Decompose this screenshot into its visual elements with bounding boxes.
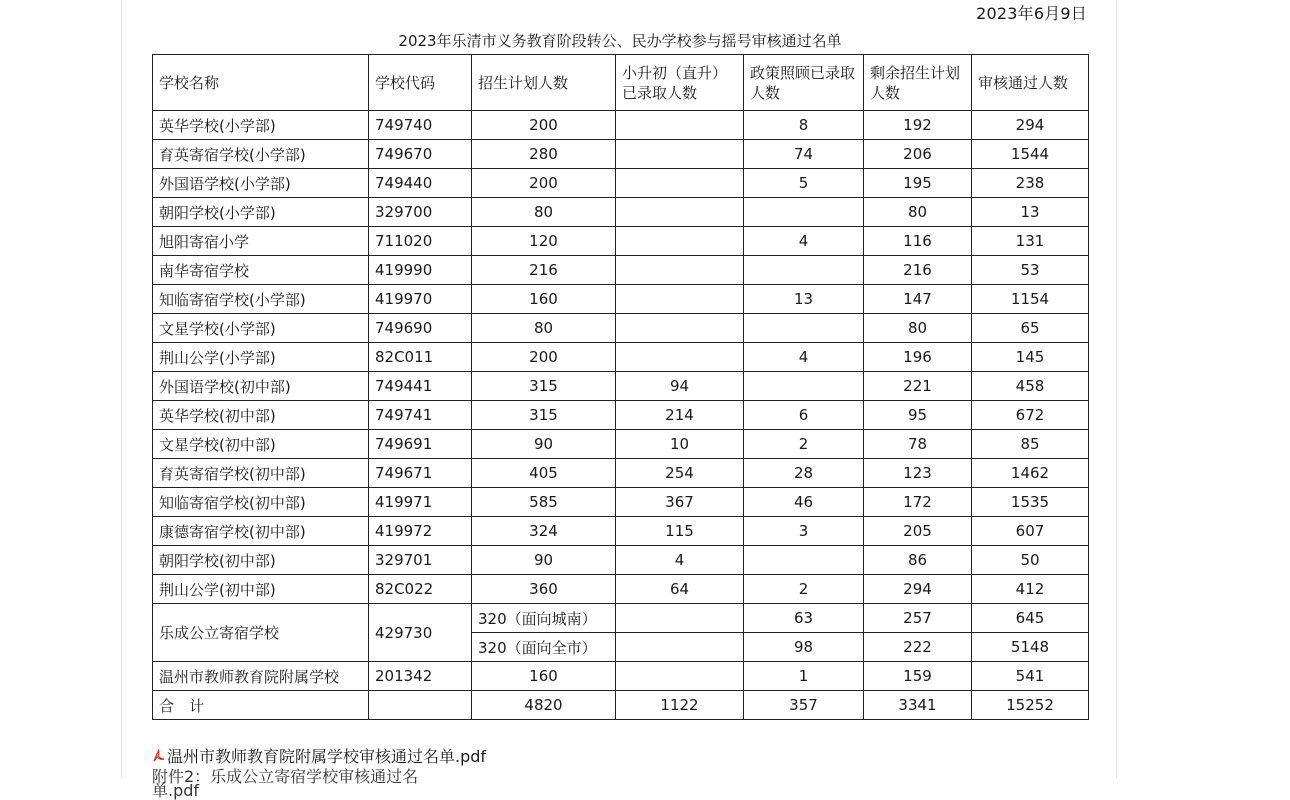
cell-school-code: 749740 xyxy=(369,111,472,140)
cell-school-code: 329700 xyxy=(369,198,472,227)
cell-promoted xyxy=(616,343,744,372)
header-remaining: 剩余招生计划人数 xyxy=(864,55,972,111)
cell-remaining: 80 xyxy=(864,314,972,343)
cell-plan: 200 xyxy=(472,169,616,198)
cell-school-code: 749690 xyxy=(369,314,472,343)
table-row xyxy=(153,372,1089,401)
cell-approved: 672 xyxy=(972,401,1089,430)
cell-school-code: 82C022 xyxy=(369,575,472,604)
cell-plan: 315 xyxy=(472,372,616,401)
cell-plan: 80 xyxy=(472,314,616,343)
table-row xyxy=(153,227,1089,256)
cell-policy xyxy=(744,546,864,575)
cell-approved: 145 xyxy=(972,343,1089,372)
cell-policy: 2 xyxy=(744,575,864,604)
cell-school-name: 朝阳学校(初中部) xyxy=(153,546,369,575)
cell-remaining: 195 xyxy=(864,169,972,198)
table-row xyxy=(153,285,1089,314)
attachment-filename[interactable]: 温州市教师教育院附属学校审核通过名单.pdf xyxy=(167,747,487,766)
cell-approved: 50 xyxy=(972,546,1089,575)
cell-approved: 412 xyxy=(972,575,1089,604)
cell-remaining: 86 xyxy=(864,546,972,575)
cell-plan: 90 xyxy=(472,430,616,459)
cell-school-code: 749670 xyxy=(369,140,472,169)
cell-approved: 645 xyxy=(972,604,1089,633)
cell-promoted: 1122 xyxy=(616,691,744,720)
table-row xyxy=(153,198,1089,227)
cell-policy: 4 xyxy=(744,227,864,256)
cell-policy: 8 xyxy=(744,111,864,140)
cell-school-name: 温州市教师教育院附属学校 xyxy=(153,662,369,691)
cell-school-name: 外国语学校(小学部) xyxy=(153,169,369,198)
cell-school-code: 711020 xyxy=(369,227,472,256)
cell-policy xyxy=(744,372,864,401)
cell-promoted xyxy=(616,227,744,256)
cell-school-name: 旭阳寄宿小学 xyxy=(153,227,369,256)
cell-promoted xyxy=(616,256,744,285)
cell-promoted xyxy=(616,198,744,227)
cell-policy xyxy=(744,198,864,227)
cell-school-code: 749671 xyxy=(369,459,472,488)
cell-plan: 160 xyxy=(472,662,616,691)
cell-school-code xyxy=(369,691,472,720)
cell-school-code: 419970 xyxy=(369,285,472,314)
cell-approved: 13 xyxy=(972,198,1089,227)
cell-policy: 6 xyxy=(744,401,864,430)
cell-approved: 1462 xyxy=(972,459,1089,488)
cell-promoted: 10 xyxy=(616,430,744,459)
cell-policy: 2 xyxy=(744,430,864,459)
cell-school-name: 荆山公学(初中部) xyxy=(153,575,369,604)
cell-plan: 324 xyxy=(472,517,616,546)
cell-approved: 65 xyxy=(972,314,1089,343)
cell-promoted: 64 xyxy=(616,575,744,604)
cell-policy: 13 xyxy=(744,285,864,314)
table-row xyxy=(153,256,1089,285)
header-promoted: 小升初（直升）已录取人数 xyxy=(616,55,744,111)
cell-promoted xyxy=(616,285,744,314)
cell-approved: 131 xyxy=(972,227,1089,256)
cell-school-name: 外国语学校(初中部) xyxy=(153,372,369,401)
cell-approved: 1154 xyxy=(972,285,1089,314)
cell-policy: 5 xyxy=(744,169,864,198)
cell-school-code: 749440 xyxy=(369,169,472,198)
cell-plan: 80 xyxy=(472,198,616,227)
cell-approved: 238 xyxy=(972,169,1089,198)
header-policy: 政策照顾已录取人数 xyxy=(744,55,864,111)
cell-promoted: 115 xyxy=(616,517,744,546)
cell-remaining: 80 xyxy=(864,198,972,227)
cell-plan: 315 xyxy=(472,401,616,430)
header-school-name: 学校名称 xyxy=(153,55,369,111)
cell-remaining: 123 xyxy=(864,459,972,488)
cell-promoted xyxy=(616,111,744,140)
cell-plan: 200 xyxy=(472,111,616,140)
cell-remaining: 3341 xyxy=(864,691,972,720)
cell-promoted xyxy=(616,633,744,662)
cell-approved: 458 xyxy=(972,372,1089,401)
header-approved: 审核通过人数 xyxy=(972,55,1089,111)
cell-remaining: 206 xyxy=(864,140,972,169)
cell-plan: 280 xyxy=(472,140,616,169)
cell-promoted: 214 xyxy=(616,401,744,430)
table-row xyxy=(153,662,1089,691)
cell-policy: 28 xyxy=(744,459,864,488)
pdf-icon xyxy=(152,749,165,763)
table-row xyxy=(153,575,1089,604)
cell-plan: 200 xyxy=(472,343,616,372)
table-row xyxy=(153,343,1089,372)
total-row xyxy=(153,691,1089,720)
cell-remaining: 205 xyxy=(864,517,972,546)
table-row xyxy=(153,488,1089,517)
cell-policy: 4 xyxy=(744,343,864,372)
cell-school-code: 329701 xyxy=(369,546,472,575)
cell-school-code: 749741 xyxy=(369,401,472,430)
cell-remaining: 159 xyxy=(864,662,972,691)
cell-policy: 357 xyxy=(744,691,864,720)
cell-plan: 405 xyxy=(472,459,616,488)
cell-policy xyxy=(744,314,864,343)
cell-plan: 160 xyxy=(472,285,616,314)
cell-remaining: 221 xyxy=(864,372,972,401)
cell-policy: 98 xyxy=(744,633,864,662)
table-row xyxy=(153,459,1089,488)
cell-policy: 1 xyxy=(744,662,864,691)
table-header-row xyxy=(153,55,1089,111)
cell-school-name: 乐成公立寄宿学校 xyxy=(153,604,369,662)
cell-promoted xyxy=(616,140,744,169)
cutoff-attachment-text[interactable]: 附件2：乐成公立寄宿学校审核通过名单.pdf xyxy=(152,767,419,800)
admission-table xyxy=(152,54,1089,720)
cell-remaining: 172 xyxy=(864,488,972,517)
cell-school-name: 英华学校(小学部) xyxy=(153,111,369,140)
cell-school-code: 429730 xyxy=(369,604,472,662)
cell-remaining: 78 xyxy=(864,430,972,459)
cell-school-name: 知临寄宿学校(小学部) xyxy=(153,285,369,314)
cutoff-attachment[interactable] xyxy=(152,767,452,800)
header-school-code: 学校代码 xyxy=(369,55,472,111)
cell-school-name: 育英寄宿学校(小学部) xyxy=(153,140,369,169)
total-label: 合 计 xyxy=(153,691,369,720)
cell-school-name: 英华学校(初中部) xyxy=(153,401,369,430)
cell-school-name: 康德寄宿学校(初中部) xyxy=(153,517,369,546)
table-row xyxy=(153,314,1089,343)
table-row xyxy=(153,517,1089,546)
cell-promoted: 367 xyxy=(616,488,744,517)
cell-school-code: 419971 xyxy=(369,488,472,517)
cell-school-name: 知临寄宿学校(初中部) xyxy=(153,488,369,517)
cell-school-name: 文星学校(初中部) xyxy=(153,430,369,459)
cell-policy: 3 xyxy=(744,517,864,546)
table-row xyxy=(153,430,1089,459)
header-plan: 招生计划人数 xyxy=(472,55,616,111)
cell-promoted: 254 xyxy=(616,459,744,488)
cell-school-name: 朝阳学校(小学部) xyxy=(153,198,369,227)
cell-approved: 1535 xyxy=(972,488,1089,517)
cell-remaining: 116 xyxy=(864,227,972,256)
cell-school-name: 南华寄宿学校 xyxy=(153,256,369,285)
cell-plan: 320（面向城南） xyxy=(472,604,616,633)
cell-policy: 74 xyxy=(744,140,864,169)
cell-school-code: 749441 xyxy=(369,372,472,401)
cell-school-code: 419972 xyxy=(369,517,472,546)
cell-approved: 5148 xyxy=(972,633,1089,662)
cell-approved: 294 xyxy=(972,111,1089,140)
cell-promoted: 4 xyxy=(616,546,744,575)
document-date: 2023年6月9日 xyxy=(976,4,1087,23)
cell-remaining: 196 xyxy=(864,343,972,372)
cell-school-code: 82C011 xyxy=(369,343,472,372)
cell-plan: 120 xyxy=(472,227,616,256)
cell-remaining: 222 xyxy=(864,633,972,662)
cell-promoted xyxy=(616,662,744,691)
table-row xyxy=(153,169,1089,198)
cell-plan: 585 xyxy=(472,488,616,517)
cell-plan: 216 xyxy=(472,256,616,285)
cell-remaining: 294 xyxy=(864,575,972,604)
cell-approved: 541 xyxy=(972,662,1089,691)
table-row xyxy=(153,604,1089,633)
cell-school-code: 201342 xyxy=(369,662,472,691)
cell-remaining: 192 xyxy=(864,111,972,140)
cell-policy: 63 xyxy=(744,604,864,633)
cell-remaining: 216 xyxy=(864,256,972,285)
cell-promoted xyxy=(616,314,744,343)
cell-school-name: 荆山公学(小学部) xyxy=(153,343,369,372)
cell-plan: 4820 xyxy=(472,691,616,720)
document-title: 2023年乐清市义务教育阶段转公、民办学校参与摇号审核通过名单 xyxy=(398,32,842,50)
table-row xyxy=(153,546,1089,575)
table-row xyxy=(153,401,1089,430)
pdf-attachment-link[interactable] xyxy=(152,744,486,767)
cell-school-name: 育英寄宿学校(初中部) xyxy=(153,459,369,488)
table-row xyxy=(153,140,1089,169)
cell-plan: 90 xyxy=(472,546,616,575)
cell-school-code: 419990 xyxy=(369,256,472,285)
cell-remaining: 257 xyxy=(864,604,972,633)
cell-approved: 15252 xyxy=(972,691,1089,720)
cell-approved: 53 xyxy=(972,256,1089,285)
cell-policy xyxy=(744,256,864,285)
cell-approved: 1544 xyxy=(972,140,1089,169)
cell-plan: 360 xyxy=(472,575,616,604)
cell-remaining: 147 xyxy=(864,285,972,314)
cell-promoted: 94 xyxy=(616,372,744,401)
cell-approved: 607 xyxy=(972,517,1089,546)
cell-approved: 85 xyxy=(972,430,1089,459)
cell-promoted xyxy=(616,169,744,198)
cell-plan: 320（面向全市） xyxy=(472,633,616,662)
cell-school-name: 文星学校(小学部) xyxy=(153,314,369,343)
cell-remaining: 95 xyxy=(864,401,972,430)
table-row xyxy=(153,111,1089,140)
cell-school-code: 749691 xyxy=(369,430,472,459)
cell-promoted xyxy=(616,604,744,633)
cell-policy: 46 xyxy=(744,488,864,517)
